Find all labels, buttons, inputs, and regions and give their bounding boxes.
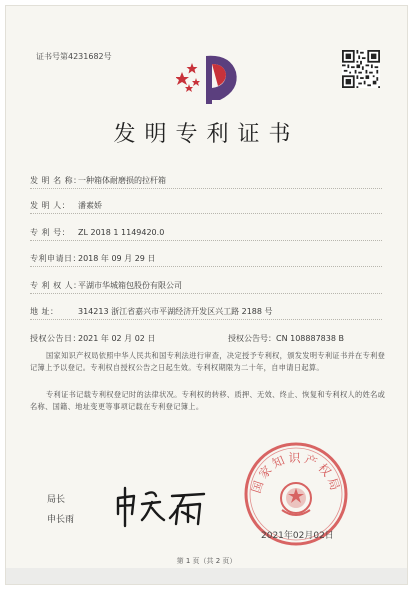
field-patent-number [30, 227, 164, 238]
field-address [30, 306, 273, 317]
field-value: 一种箱体耐磨损的拉杆箱 [78, 176, 166, 185]
field-value: 314213 浙江省嘉兴市平湖经济开发区兴工路 2188 号 [78, 307, 273, 316]
field-application-date [30, 253, 155, 264]
divider [30, 188, 382, 189]
field-inventor [30, 200, 102, 211]
legal-status-paragraph: 专利证书记载专利权登记时的法律状况。专利权的转移、质押、无效、终止、恢复和专利权人的姓名或名称、国籍、地址变更等事项记载在专利登记簿上。 [30, 390, 386, 412]
field-value: 平湖市华城箱包股份有限公司 [78, 281, 182, 290]
certificate-number: 证书号第4231682号 [36, 52, 112, 61]
qr-code-icon [342, 50, 380, 88]
grant-pub-number: CN 108887838 B [276, 334, 344, 343]
page-number: 第 1 页（共 2 页） [176, 557, 237, 565]
field-label: 发 明 名 称： [30, 176, 82, 185]
director-name: 申长雨 [47, 515, 75, 525]
grant-pub-label: 授权公告号： [228, 334, 276, 343]
field-label: 专利申请日： [30, 254, 81, 263]
director-signature-icon [112, 484, 208, 528]
divider [30, 293, 382, 294]
field-label: 专 利 权 人： [30, 281, 82, 290]
field-invention-name [30, 175, 166, 186]
page-bottom-band [6, 568, 407, 584]
divider [30, 319, 382, 320]
field-value: ZL 2018 1 1149420.0 [78, 228, 165, 237]
divider [30, 213, 382, 214]
field-patentee [30, 280, 182, 291]
patent-office-emblem-icon [176, 48, 242, 110]
director-title: 局长 [47, 495, 66, 505]
seal-date: 2021年02月02日 [261, 531, 334, 541]
field-label: 发 明 人： [30, 201, 71, 210]
divider [30, 240, 382, 241]
field-value: 2018 年 09 月 29 日 [78, 254, 156, 263]
divider [30, 266, 382, 267]
field-grant-line [30, 333, 344, 344]
field-label: 地 址： [30, 307, 59, 316]
seal-text: 国家知识产权局 [248, 451, 344, 495]
grant-date-label: 授权公告日： [30, 334, 81, 343]
grant-statement-paragraph: 国家知识产权局依照中华人民共和国专利法进行审查，决定授予专利权，颁发发明专利证书并在专利登记簿上予以登记。专利权自授权公告之日起生效。专利权期限为二十年，自申请日起算。 [30, 351, 386, 373]
certificate-title: 发明专利证书 [113, 122, 300, 147]
field-value: 潘素娇 [78, 201, 102, 210]
field-label: 专 利 号： [30, 228, 71, 237]
grant-date: 2021 年 02 月 02 日 [78, 334, 156, 343]
